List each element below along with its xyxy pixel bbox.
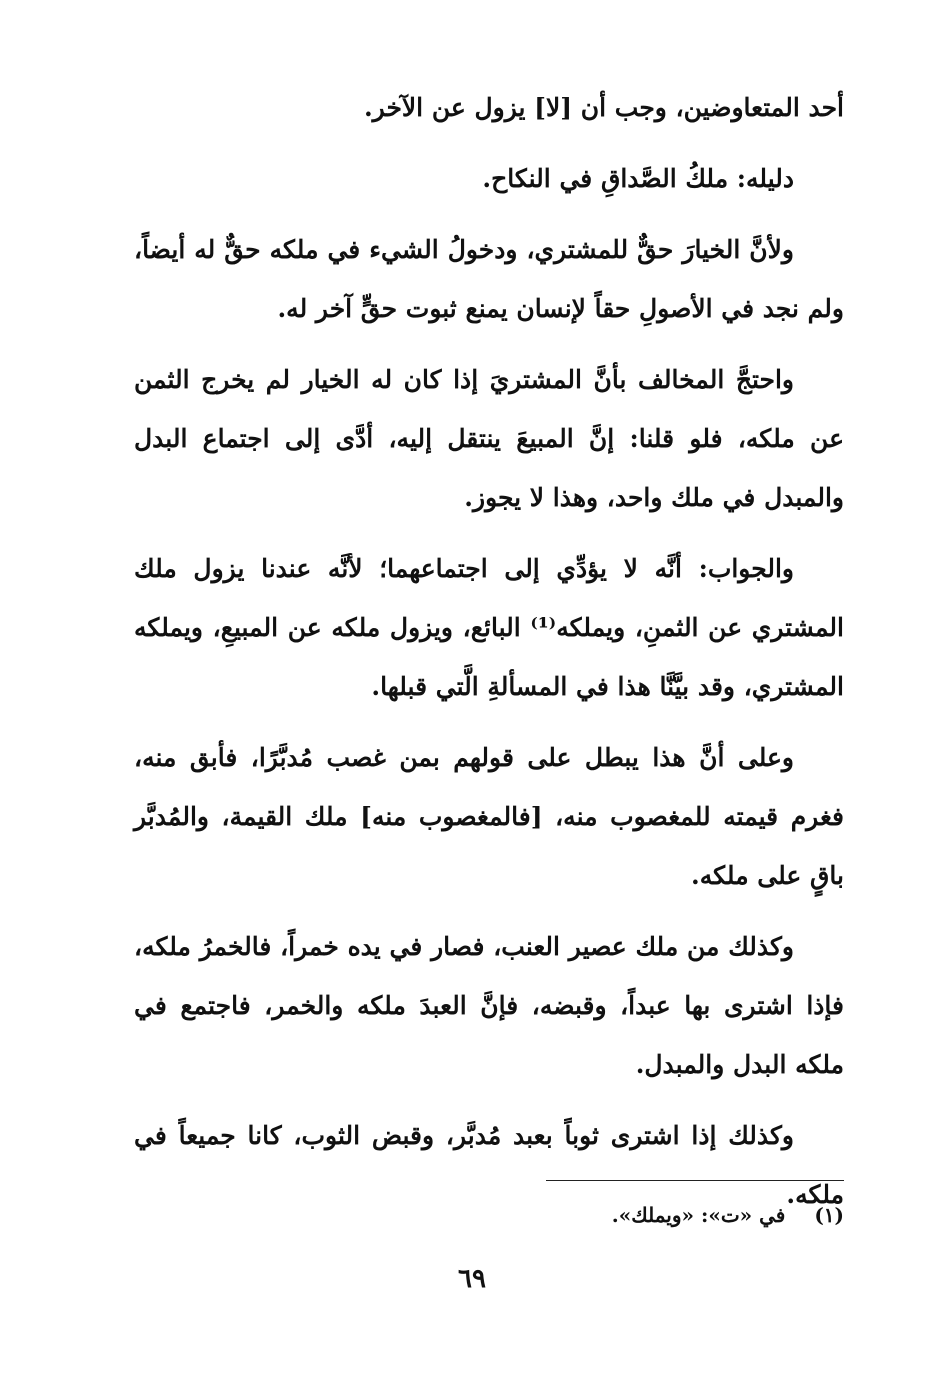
page-number: ٦٩ [458,1264,486,1294]
paragraph-3: ولأنَّ الخيارَ حقٌّ للمشتري، ودخولُ الشيء في ملكه حقٌّ له أيضاً، ولم نجد في الأصولِ حقاً لإنسان يمنع ثبوت حقٍّ آخر له. [134,235,844,323]
paragraph-2: دليله: ملكُ الصَّداقِ في النكاح. [482,164,794,193]
footnote-text: في «ت»: «ويملك». [611,1203,786,1227]
paragraph-1: أحد المتعاوضين، وجب أن [لا] يزول عن الآخر. [363,93,844,122]
paragraph-6: وعلى أنَّ هذا يبطل على قولهم بمن غصب مُدبَّرًا، فأبق منه، فغرم قيمته للمغصوب منه، [فالمغصوب منه] ملك القيمة، والمُدبَّر باقٍ على ملكه. [134,743,844,890]
footnote-number: (١) [814,1203,844,1227]
footnote-divider [546,1180,844,1181]
paragraph-7: وكذلك من ملك عصير العنب، فصار في يده خمراً، فالخمرُ ملكه، فإذا اشترى بها عبداً، وقبضه، فإنَّ العبدَ ملكه والخمر، فاجتمع في ملكه البدل والمبدل. [134,932,844,1079]
paragraph-4: واحتجَّ المخالف بأنَّ المشتريَ إذا كان له الخيار لم يخرج الثمن عن ملكه، فلو قلنا: إنَّ المبيعَ ينتقل إليه، أدَّى إلى اجتماع البدل والمبدل في ملك واحد، وهذا لا يجوز. [134,365,844,512]
footnote [134,1198,844,1232]
paragraph-5: والجواب: أنَّه لا يؤدِّي إلى اجتماعهما؛ لأنَّه عندنا يزول ملك المشتري عن الثمنِ، ويملكه⁽¹⁾ البائع، ويزول ملكه عن المبيعِ، ويملكه المشتري، وقد بيَّنَّا هذا في المسألةِ الَّتي قبلها. [134,554,844,701]
main-text [134,78,844,1236]
paragraph-8: وكذلك إذا اشترى ثوباً بعبد مُدبَّر، وقبض الثوب، كانا جميعاً في ملكه. [134,1121,844,1209]
